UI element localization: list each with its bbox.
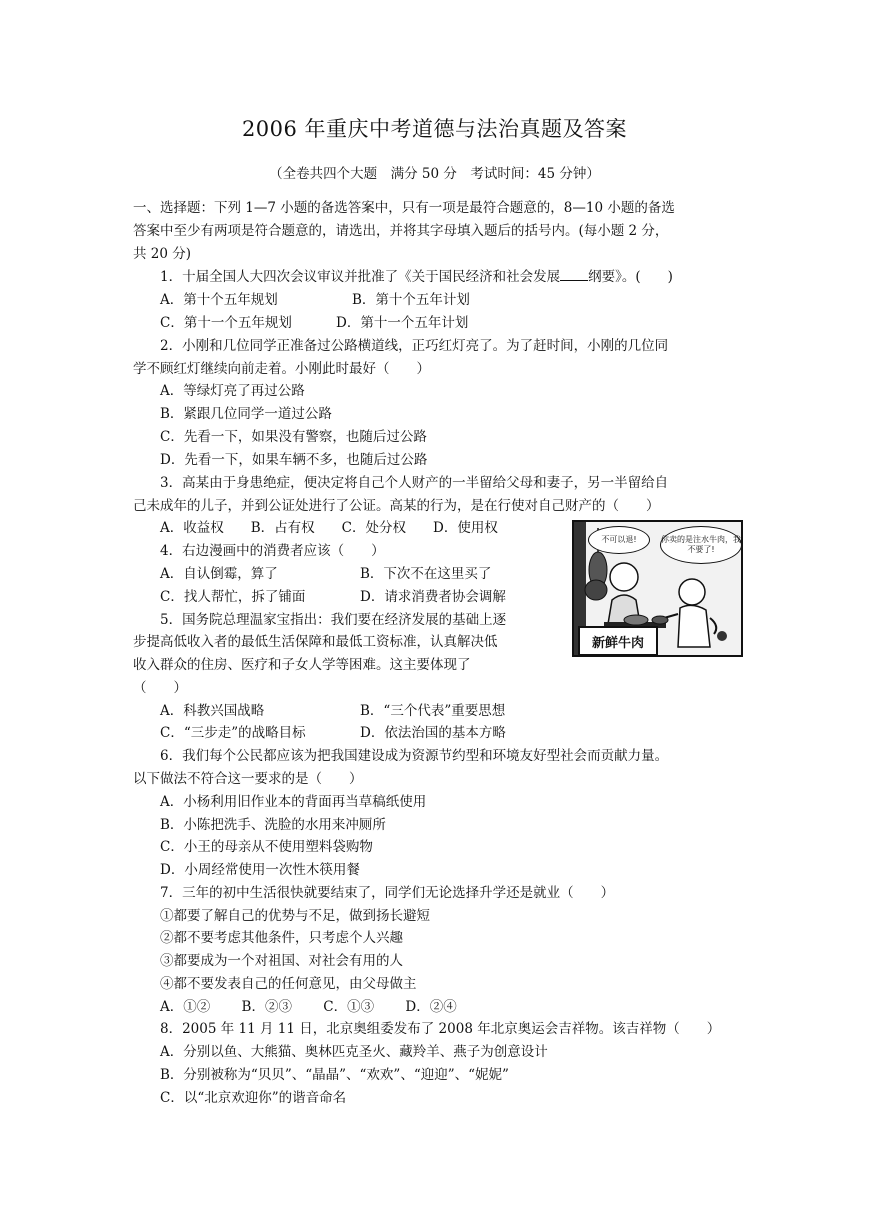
question-8-stem: 8．2005 年 11 月 11 日，北京奥组委发布了 2008 年北京奥运会吉祥物。该吉祥物（ ） [160,1021,721,1037]
question-5-stem-line-3: 收入群众的住房、医疗和子女人学等困难。这主要体现了 [133,657,471,673]
section-intro-line-3: 共 20 分) [133,246,192,262]
question-3-stem-line-2: 己未成年的儿子，并到公证处进行了公证。高某的行为，是在行使对自己财产的（ ） [133,498,660,514]
question-6-option-b: B．小陈把洗手、洗脸的水用来冲厕所 [160,817,386,833]
question-4-option-b: B．下次不在这里买了 [360,566,492,582]
question-7-stem: 7．三年的初中生活很快就要结束了，同学们无论选择升学还是就业（ ） [160,885,615,901]
question-1-option-b: B．第十个五年计划 [352,292,470,308]
page-title: 2006 年重庆中考道德与法治真题及答案 [241,117,628,141]
question-6-option-c: C．小王的母亲从不使用塑料袋购物 [160,839,373,855]
question-2-option-b: B．紧跟几位同学一道过公路 [160,406,332,422]
question-4-option-d: D．请求消费者协会调解 [360,589,506,605]
cartoon-bubble-customer: 你卖的是注水牛肉，我不要了! [660,526,742,564]
question-3-stem-line-1: 3．高某由于身患绝症，便决定将自己个人财产的一半留给父母和妻子，另一半留给自 [160,475,669,491]
question-1-option-c: C．第十一个五年规划 [160,315,292,331]
question-1-stem-before: 1．十届全国人大四次会议审议并批准了《关于国民经济和社会发展 [160,269,561,285]
question-5-option-b: B．“三个代表”重要思想 [360,703,506,719]
question-8-option-c: C．以“北京欢迎你”的谐音命名 [160,1090,347,1106]
question-2-option-c: C．先看一下，如果没有警察，也随后过公路 [160,429,427,445]
question-5-option-c: C．“三步走”的战略目标 [160,725,306,741]
question-1-stem [160,268,673,286]
question-7-item-1: ①都要了解自己的优势与不足，做到扬长避短 [160,908,430,924]
question-2-stem-line-2: 学不顾红灯继续向前走着。小刚此时最好（ ） [133,361,430,377]
question-7-item-4: ④都不要发表自己的任何意见，由父母做主 [160,976,417,992]
question-6-option-a: A．小杨利用旧作业本的背面再当草稿纸使用 [160,794,427,810]
question-6-stem-line-1: 6．我们每个公民都应该为把我国建设成为资源节约型和环境友好型社会而贡献力量。 [160,748,669,764]
question-7-item-2: ②都不要考虑其他条件，只考虑个人兴趣 [160,930,403,946]
question-2-option-d: D．先看一下，如果车辆不多，也随后过公路 [160,452,428,468]
question-1-option-d: D．第十一个五年计划 [336,315,469,331]
question-2-stem-line-1: 2．小刚和几位同学正准备过公路横道线，正巧红灯亮了。为了赶时间，小刚的几位同 [160,338,669,354]
question-5-option-d: D．依法治国的基本方略 [360,725,506,741]
question-4-stem: 4．右边漫画中的消费者应该（ ） [160,543,385,559]
question-5-option-a: A．科教兴国战略 [160,703,265,719]
section-intro-line-1: 一、选择题：下列 1—7 小题的备选答案中，只有一项是最符合题意的，8—10 小题的备选 [133,200,675,216]
question-8-option-a: A．分别以鱼、大熊猫、奥林匹克圣火、藏羚羊、燕子为创意设计 [160,1044,548,1060]
fill-blank [560,268,588,281]
question-7-item-3: ③都要成为一个对祖国、对社会有用的人 [160,953,403,969]
question-8-option-b: B．分别被称为“贝贝”、“晶晶”、“欢欢”、“迎迎”、“妮妮” [160,1067,509,1083]
question-6-stem-line-2: 以下做法不符合这一要求的是（ ） [133,771,363,787]
question-1-option-a: A．第十个五年规划 [160,292,278,308]
question-5-stem-line-2: 步提高低收入者的最低生活保障和最低工资标准，认真解决低 [133,634,498,650]
section-intro-line-2: 答案中至少有两项是符合题意的，请选出，并将其字母填入题后的括号内。(每小题 2 分， [133,223,669,239]
question-1-stem-after: 纲要》。( ) [588,269,673,285]
exam-subtitle: （全卷共四个大题 满分 50 分 考试时间：45 分钟） [269,166,600,182]
question-7-options: A．①② B．②③ C．①③ D．②④ [160,999,457,1015]
question-4-option-a: A．自认倒霉，算了 [160,566,278,582]
question-5-stem-line-1: 5．国务院总理温家宝指出：我们要在经济发展的基础上逐 [160,612,507,628]
question-4-option-c: C．找人帮忙，拆了铺面 [160,589,306,605]
cartoon-bubble-seller: 不可以退! [588,526,650,554]
question-6-option-d: D．小周经常使用一次性木筷用餐 [160,862,360,878]
consumer-cartoon [572,520,743,657]
question-5-stem-line-4: （ ） [133,680,187,696]
question-3-options: A．收益权 B．占有权 C．处分权 D．使用权 [160,520,498,536]
cartoon-sign: 新鲜牛肉 [578,626,658,656]
question-2-option-a: A．等绿灯亮了再过公路 [160,383,305,399]
